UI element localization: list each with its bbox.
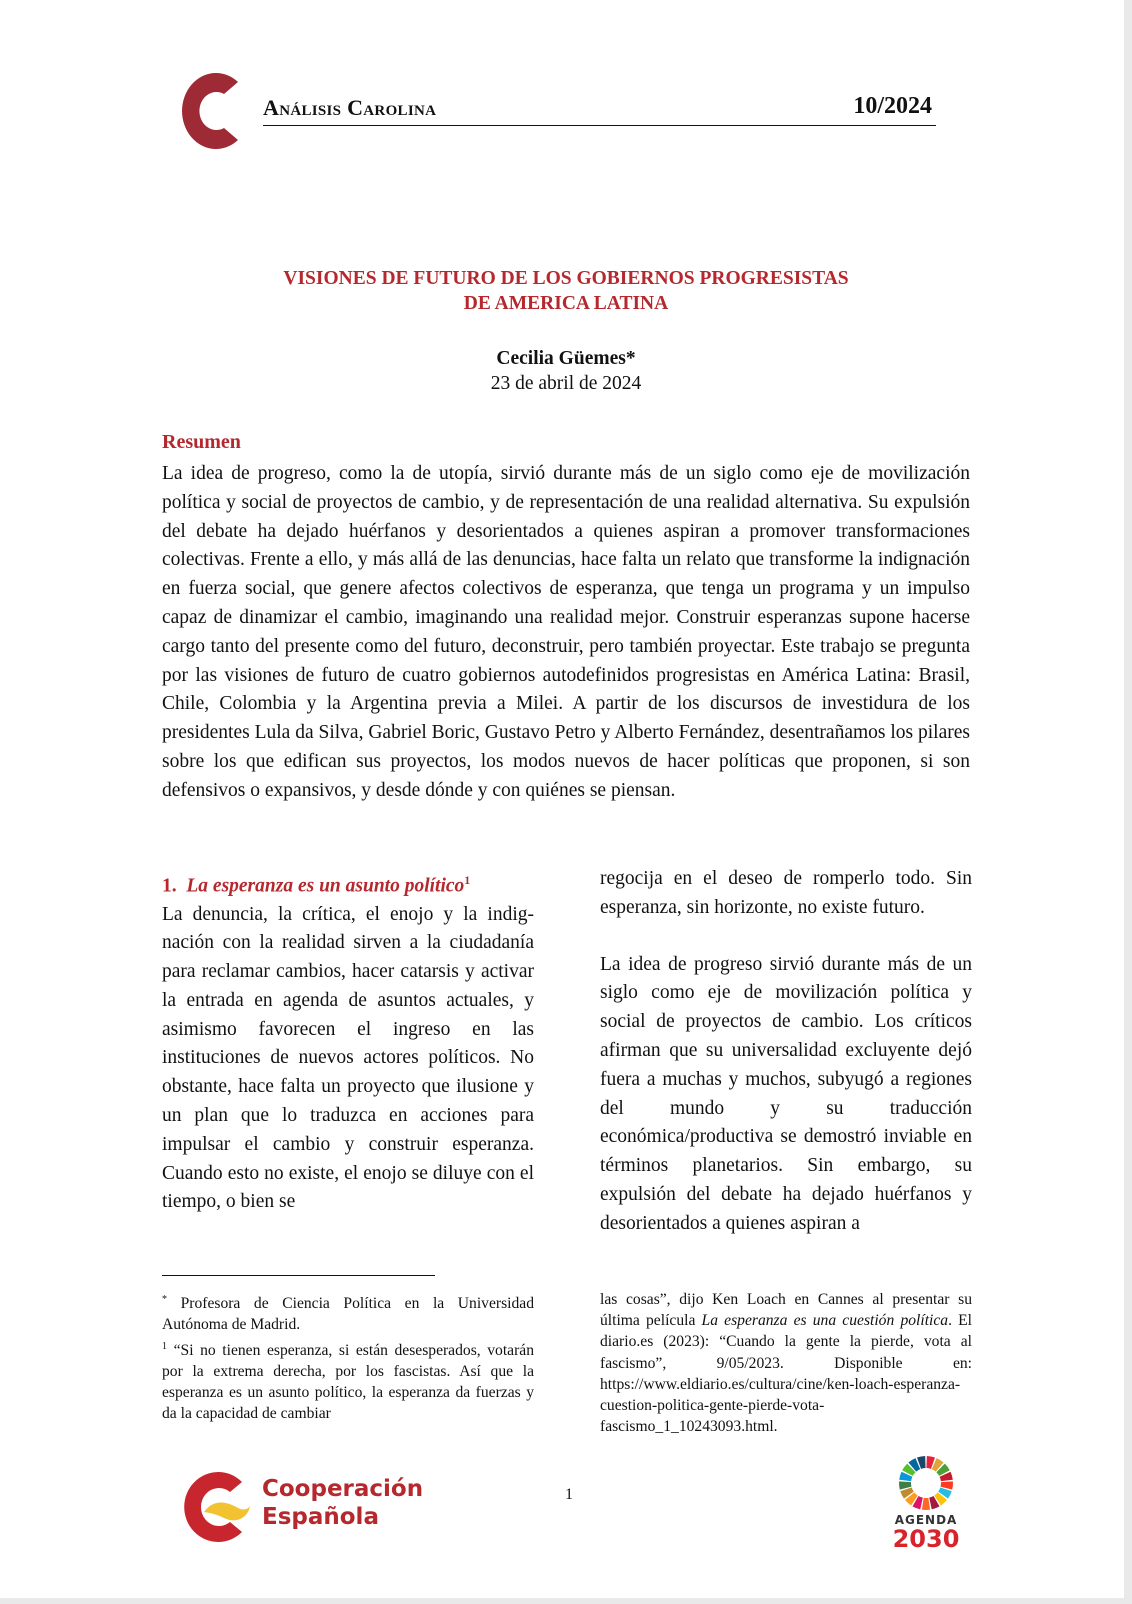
agenda-year: 2030 — [892, 1525, 960, 1553]
film-title: La esperanza es una cuestión política — [701, 1312, 949, 1330]
sdg-wheel-icon — [898, 1455, 954, 1511]
column-left — [162, 866, 534, 1217]
article-title — [162, 266, 970, 316]
header-rule — [263, 125, 936, 126]
article-date: 23 de abril de 2024 — [490, 373, 642, 394]
section-heading — [162, 866, 534, 901]
abstract-heading: Resumen — [162, 431, 241, 453]
abstract-text: La idea de progreso, como la de utopía, sirvió durante más de un siglo como eje de movilización política y social de proyectos de cambio, y de representación de una realidad alternativa. Su expulsión del debate ha dejado huérfanos y desorientados a quienes aspiran a promover transformaciones colectivas. Frente a ello, y más allá de las denuncias, hace falta un relato que transforme la indignación en fuerza social, que genere afectos colectivos de esperanza, que tenga un programa y un impulso capaz de dinamizar el cambio, imaginando una realidad mejor. Construir esperanzas supone hacerse cargo tanto del presente como del futuro, deconstruir, pero también proyectar. Este trabajo se pregunta por las visiones de futuro de cuatro gobiernos autodefinidos progresistas en América Latina: Brasil, Chile, Colombia y la Argentina previa a Milei. A partir de los discursos de investidura de los presidentes Lula da Silva, Gabriel Boric, Gustavo Petro y Alberto Fernández, desentrañamos los pilares sobre los que edifican sus proyectos, los modos nuevos de hacer políticas que proponen, si son defensivos o expansivos, y desde dónde y con quiénes se piensan. — [162, 463, 970, 801]
column-right — [600, 865, 972, 1239]
window-border-bottom — [0, 1598, 1132, 1604]
article-author: Cecilia Güemes* — [496, 348, 636, 369]
footnote-rule — [162, 1275, 435, 1276]
sdg-segment — [922, 1498, 930, 1510]
window-border-right — [1124, 0, 1132, 1604]
footnote-1-text: “Si no tienen esperanza, si están desesperados, votarán por la extrema derecha, por los fascistas. Así que la esperanza es un asunto político, la esperanza da fuerzas y da la capacidad de cambiar — [162, 1341, 535, 1423]
footnotes-left — [162, 1289, 534, 1425]
section-paragraph-1: La denuncia, la crítica, el enojo y la indignación con la realidad sirven a la ciudadanía para reclamar cambios, hacer catarsis y activar la entrada en agenda de asuntos actuales, y asimismo favorecen el ingreso en las instituciones de nuevos actores políticos. No obstante, hace falta un proyecto que ilusione y un plan que lo traduzca en acciones para impulsar el cambio y construir esperanza. Cuando esto no existe, el enojo se diluye con el tiempo, o bien se — [162, 903, 534, 1213]
footnote-star-mark: * — [162, 1294, 167, 1305]
title-line-2: DE AMERICA LATINA — [463, 293, 669, 314]
section-paragraph-1-continued: regocija en el deseo de romperlo todo. Sin esperanza, sin horizonte, no existe futuro. — [600, 868, 972, 918]
footnote-1-mark: 1 — [162, 1340, 167, 1352]
footnotes-right — [600, 1289, 972, 1437]
publication-brand: Análisis Carolina — [263, 95, 437, 120]
section-paragraph-2: La idea de progreso sirvió durante más de un siglo como eje de movilización política y social de proyectos de cambio. Los críticos afirman que su universalidad excluyente dejó fuera a muchas y muchos, subyugó a regiones del mundo y su traducción económica/productiva se demostró inviable en términos planetarios. Sin embargo, su expulsión del debate ha dejado huérfanos y desorientados a quienes aspiran a — [600, 953, 972, 1234]
footnote-1 — [162, 1336, 534, 1425]
footnote-source-link[interactable]: . El diario.es (2023): “Cuando la gente la pierde, vota al fascismo”, 9/05/2023. Disponible en: https://www.eldiario.es/cultura/cine/ken-loach-esperanza-cuestion-politica-gente-pierde-vota-fascismo_1_10243093.html. — [600, 1312, 973, 1436]
footnote-author-text: Profesora de Ciencia Política en la Universidad Autónoma de Madrid. — [162, 1295, 535, 1334]
cooperacion-espanola-wordmark: Cooperación Española — [262, 1476, 424, 1530]
cooperacion-espanola-logo-icon — [178, 1468, 250, 1546]
footnote-1-continued: las cosas”, dijo Ken Loach en Cannes al presentar su última película La esperanza es una cuestión política. El diario.es (2023): “Cuando la gente la pierde, vota al fascismo”, 9/05/2023. Disponible en: https://www.eldiario.es/cultura/cine/ken-loach-esperanza-cuestion-politica-gente-pierde-vota-fascismo_1_10243093.html. — [600, 1291, 973, 1436]
agenda-2030-logo — [891, 1455, 961, 1551]
section-number: 1. — [162, 875, 177, 897]
footnote-ref-1[interactable]: 1 — [464, 873, 471, 887]
section-title: La esperanza es un asunto político — [186, 875, 465, 897]
page-number: 1 — [565, 1486, 573, 1503]
issue-number: 10/2024 — [853, 93, 932, 119]
carolina-c-logo-icon — [172, 68, 244, 154]
title-line-1: VISIONES DE FUTURO DE LOS GOBIERNOS PROGRESISTAS — [283, 268, 849, 289]
footnote-author — [162, 1289, 534, 1336]
agenda-word: AGENDA — [894, 1513, 958, 1527]
